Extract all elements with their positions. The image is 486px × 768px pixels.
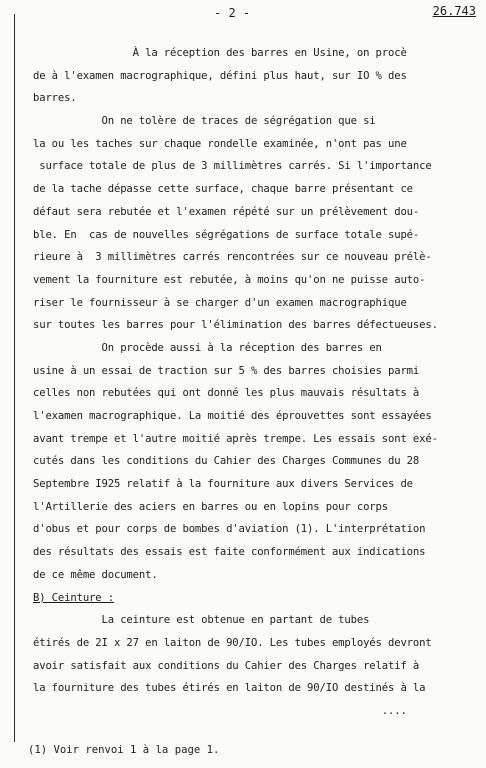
text-line: des résultats des essais est faite conformément aux indications bbox=[33, 546, 426, 559]
text-line: de la tache dépasse cette surface, chaque barre présentant ce bbox=[33, 183, 413, 196]
text-line: d'obus et pour corps de bombes d'aviation (1). L'interprétation bbox=[33, 523, 426, 536]
text-line: défaut sera rebutée et l'examen répété sur un prélèvement dou- bbox=[33, 205, 420, 218]
text-line: Septembre I925 relatif à la fourniture aux divers Services de bbox=[33, 478, 413, 491]
text-line: barres. bbox=[33, 92, 77, 105]
text-line: étirés de 2I x 27 en laiton de 90/IO. Les tubes employés devront bbox=[33, 636, 432, 649]
text-line: celles non rebutées qui ont donné les plus mauvais résultats à bbox=[33, 387, 420, 400]
text-line: cutés dans les conditions du Cahier des Charges Communes du 28 bbox=[33, 455, 420, 468]
document-reference: 26.743 bbox=[432, 4, 476, 18]
text-line: l'Artillerie des aciers en barres ou en lopins pour corps bbox=[33, 500, 388, 513]
page-number: - 2 - bbox=[214, 6, 251, 20]
left-margin-rule bbox=[14, 14, 15, 742]
text-line: On procède aussi à la réception des barres en bbox=[33, 341, 382, 354]
text-line: la fourniture des tubes étirés en laiton de 90/IO destinés à la bbox=[33, 682, 426, 695]
section-heading: B) Ceinture : bbox=[33, 591, 114, 604]
text-line: avant trempe et l'autre moitié après trempe. Les essais sont exé- bbox=[33, 432, 438, 445]
text-line: riser le fournisseur à se charger d'un examen macrographique bbox=[33, 296, 407, 309]
text-line: l'examen macrographique. La moitié des éprouvettes sont essayées bbox=[33, 410, 432, 422]
text-line: la ou les taches sur chaque rondelle examinée, n'ont pas une bbox=[33, 137, 407, 150]
text-line: ble. En cas de nouvelles ségrégations de surface totale supé- bbox=[33, 228, 420, 241]
text-line: surface totale de plus de 3 millimètres carrés. Si l'importance bbox=[33, 160, 432, 173]
text-line: de à l'examen macrographique, défini plus haut, sur IO % des bbox=[33, 69, 407, 82]
text-line: rieure à 3 millimètres carrés rencontrées sur ce nouveau prélè- bbox=[33, 251, 432, 264]
text-line: sur toutes les barres pour l'élimination des barres défectueuses. bbox=[33, 319, 438, 332]
text-line: usine à un essai de traction sur 5 % des barres choisies parmi bbox=[33, 364, 420, 377]
text-line: À la réception des barres en Usine, on procè bbox=[33, 47, 407, 59]
text-line: On ne tolère de traces de ségrégation que si bbox=[33, 115, 376, 128]
text-line: de ce même document. bbox=[33, 568, 158, 581]
document-body bbox=[33, 42, 481, 723]
text-line: La ceinture est obtenue en partant de tubes bbox=[33, 614, 370, 627]
text-line: vement la fourniture est rebutée, à moins qu'on ne puisse auto- bbox=[33, 273, 426, 286]
footnote: (1) Voir renvoi 1 à la page 1. bbox=[28, 744, 220, 756]
continuation-dots: .... bbox=[33, 704, 407, 717]
text-line: avoir satisfait aux conditions du Cahier des Charges relatif à bbox=[33, 659, 420, 672]
